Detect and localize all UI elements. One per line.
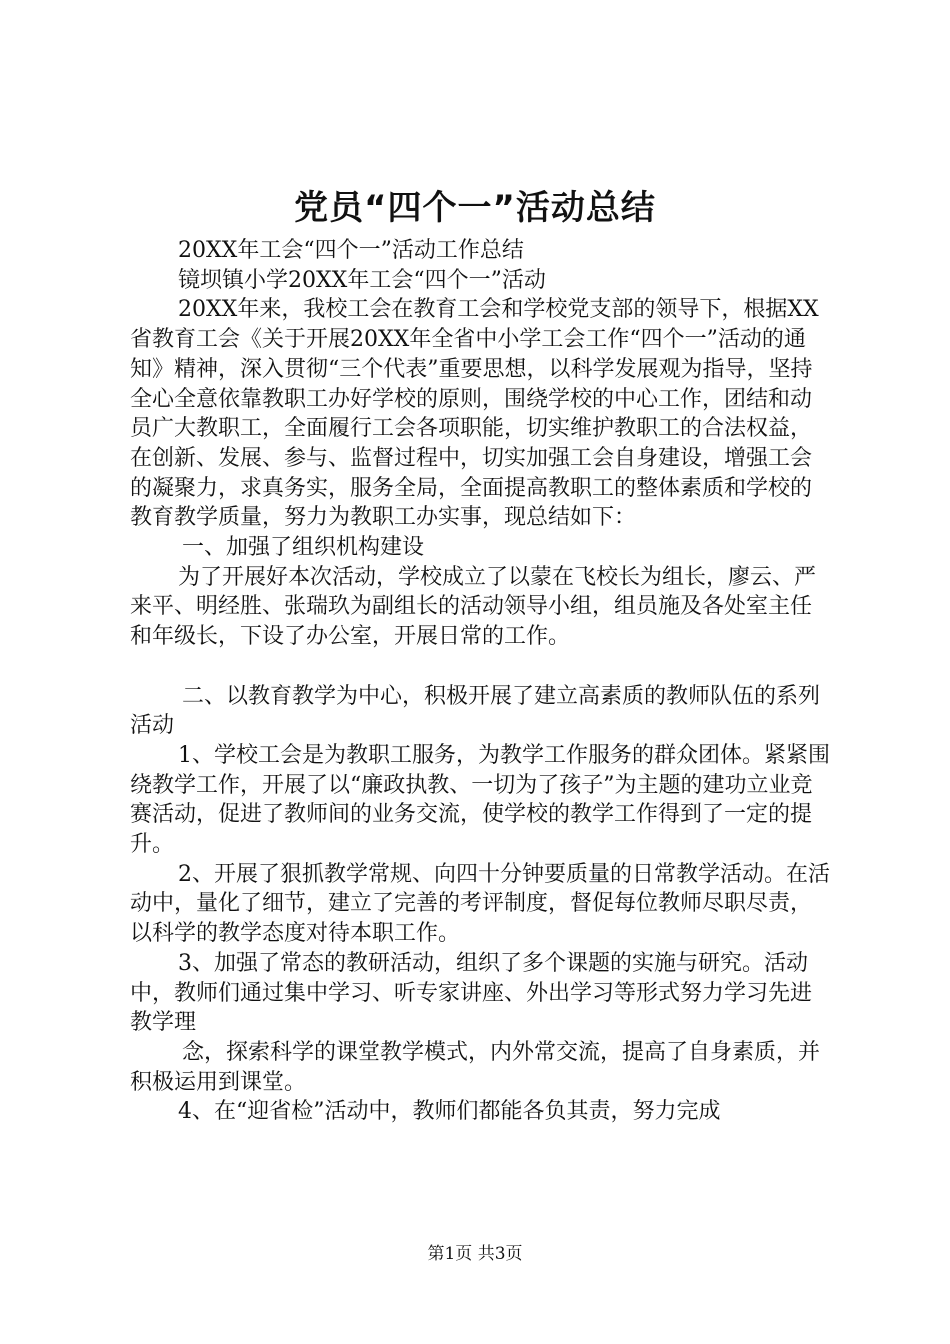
- paragraph-item-4: 4、在“迎省检”活动中，教师们都能各负其责，努力完成: [178, 1099, 721, 1125]
- blank-line: [130, 652, 830, 682]
- section-heading-2: 二、以教育教学为中心，积极开展了建立高素质的教师队伍的系列活动: [130, 683, 821, 739]
- section-heading-1: 一、加强了组织机构建设: [182, 535, 425, 561]
- paragraph-intro: 20XX年来，我校工会在教育工会和学校党支部的领导下，根据XX省教育工会《关于开展20XX年全省中小学工会工作“四个一”活动的通知》精神，深入贯彻“三个代表”重要思想，以科学发展观为指导，坚持全心全意依靠教职工办好学校的原则，围绕学校的中心工作，团结和动员广大教职工，全面履行工会各项职能，切实维护教职工的合法权益，在创新、发展、参与、监督过程中，切实加强工会自身建设，增强工会的凝聚力，求真务实，服务全局，全面提高教职工的整体素质和学校的教育教学质量，努力为教职工办实事，现总结如下：: [130, 297, 819, 531]
- paragraph-item-1: 1、学校工会是为教职工服务，为教学工作服务的群众团体。紧紧围绕教学工作，开展了以“廉政执教、一切为了孩子”为主题的建功立业竞赛活动，促进了教师间的业务交流，使学校的教学工作得到了一定的提升。: [130, 742, 830, 858]
- paragraph-section-1: 为了开展好本次活动，学校成立了以蒙在飞校长为组长，廖云、严来平、明经胜、张瑞玖为副组长的活动领导小组，组员施及各处室主任和年级长，下设了办公室，开展日常的工作。: [130, 564, 817, 650]
- paragraph-subtitle-1: 20XX年工会“四个一”活动工作总结: [178, 238, 524, 263]
- document-body: [130, 236, 830, 1127]
- page-footer: 第1页 共3页: [427, 1244, 523, 1264]
- paragraph-item-3-continued: 念，探索科学的课堂教学模式，内外常交流，提高了自身素质，并积极运用到课堂。: [130, 1039, 821, 1095]
- document-title: 党员“四个一”活动总结: [294, 188, 656, 228]
- paragraph-item-3: 3、加强了常态的教研活动，组织了多个课题的实施与研究。活动中，教师们通过集中学习、听专家讲座、外出学习等形式努力学习先进教学理: [130, 950, 813, 1036]
- paragraph-item-2: 2、开展了狠抓教学常规、向四十分钟要质量的日常教学活动。在活动中，量化了细节，建立了完善的考评制度，督促每位教师尽职尽责，以科学的教学态度对待本职工作。: [130, 861, 830, 947]
- paragraph-subtitle-2: 镜坝镇小学20XX年工会“四个一”活动: [178, 267, 546, 293]
